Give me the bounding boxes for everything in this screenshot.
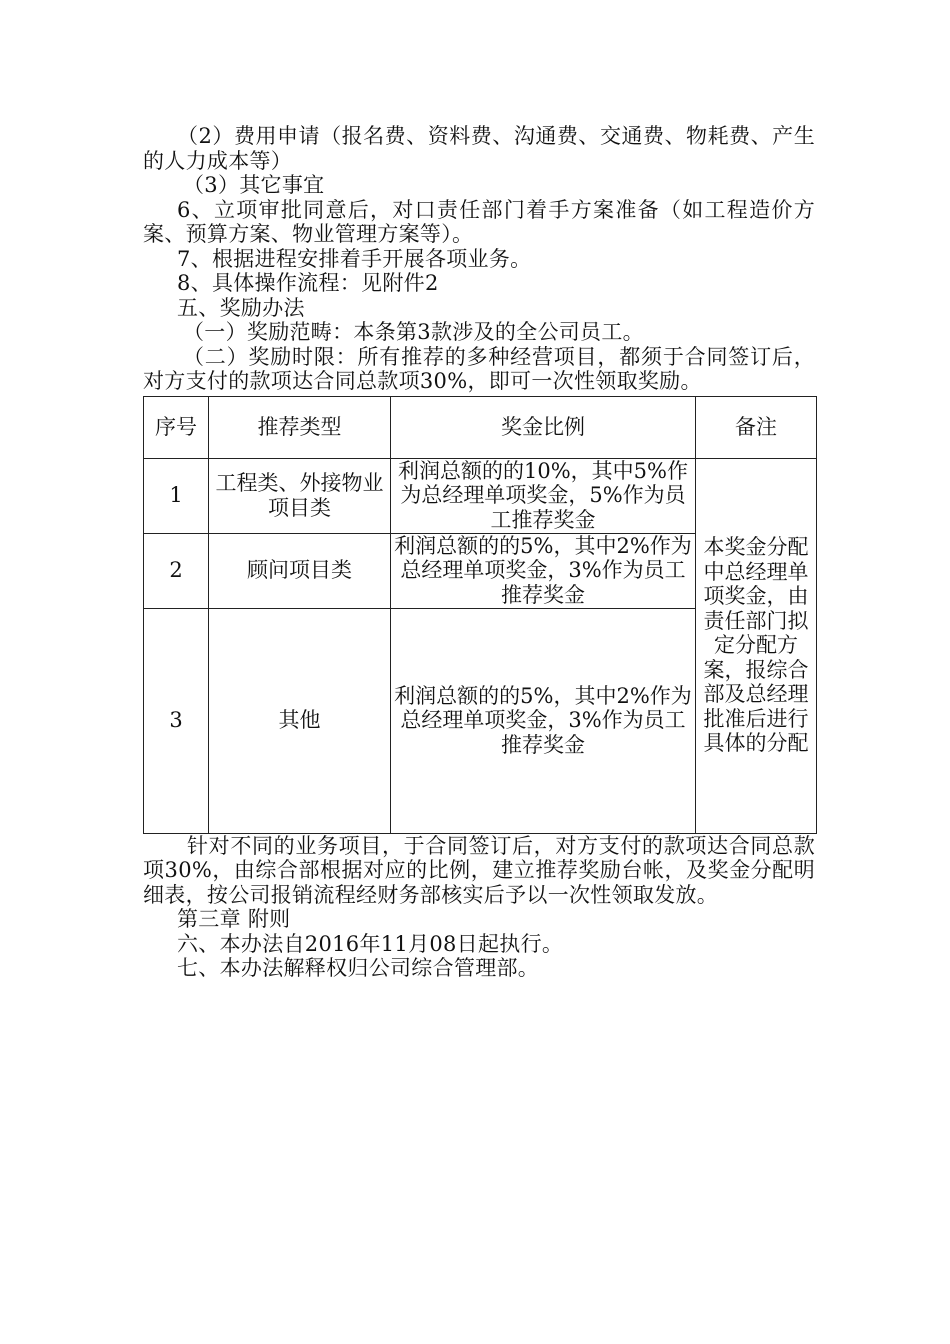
row-type: 其他	[209, 608, 391, 833]
paragraph-other-matters: （3）其它事宜	[183, 173, 325, 197]
header-no: 序号	[144, 396, 209, 458]
chapter-heading-appendix: 第三章 附则	[177, 907, 291, 931]
remark-cell: 本奖金分配中总经理单项奖金，由责任部门拟定分配方案，报综合部及总经理批准后进行具体的分配	[696, 458, 817, 833]
header-type: 推荐类型	[209, 396, 391, 458]
paragraph-reward-procedure: 针对不同的业务项目，于合同签订后，对方支付的款项达合同总款项30%，由综合部根据对应的比例，建立推荐奖励台帐，及奖金分配明细表，按公司报销流程经财务部核实后予以一次性领取发放。	[143, 833, 815, 907]
paragraph-reward-scope: （一）奖励范畴：本条第3款涉及的全公司员工。	[183, 320, 644, 344]
table-header-row	[144, 396, 817, 458]
paragraph-reward-time-limit: （二）奖励时限：所有推荐的多种经营项目，都须于合同签订后，对方支付的款项达合同总款项30%，即可一次性领取奖励。	[143, 344, 815, 393]
paragraph-item-7: 7、根据进程安排着手开展各项业务。	[177, 246, 532, 271]
paragraph-item-6-effective: 六、本办法自2016年11月08日起执行。	[177, 931, 564, 956]
row-type: 顾问项目类	[209, 533, 391, 608]
row-ratio: 利润总额的的10%，其中5%作为总经理单项奖金，5%作为员工推荐奖金	[391, 458, 696, 533]
reward-table	[143, 396, 817, 834]
row-no: 3	[144, 608, 209, 833]
row-no: 1	[144, 458, 209, 533]
section-heading-reward: 五、奖励办法	[177, 295, 305, 320]
table-row	[144, 458, 817, 533]
paragraph-item-6: 6、立项审批同意后，对口责任部门着手方案准备（如工程造价方案、预算方案、物业管理方案等）。	[143, 197, 815, 246]
paragraph-fee-application: （2）费用申请（报名费、资料费、沟通费、交通费、物耗费、产生的人力成本等）	[143, 124, 815, 173]
header-remark: 备注	[696, 396, 817, 458]
document-page	[143, 124, 815, 981]
row-no: 2	[144, 533, 209, 608]
row-ratio: 利润总额的的5%，其中2%作为总经理单项奖金，3%作为员工推荐奖金	[391, 608, 696, 833]
row-type: 工程类、外接物业项目类	[209, 458, 391, 533]
paragraph-item-8: 8、具体操作流程：见附件2	[177, 271, 439, 295]
paragraph-item-7-interpretation: 七、本办法解释权归公司综合管理部。	[177, 956, 540, 980]
header-ratio: 奖金比例	[391, 396, 696, 458]
row-ratio: 利润总额的的5%，其中2%作为总经理单项奖金，3%作为员工推荐奖金	[391, 533, 696, 608]
